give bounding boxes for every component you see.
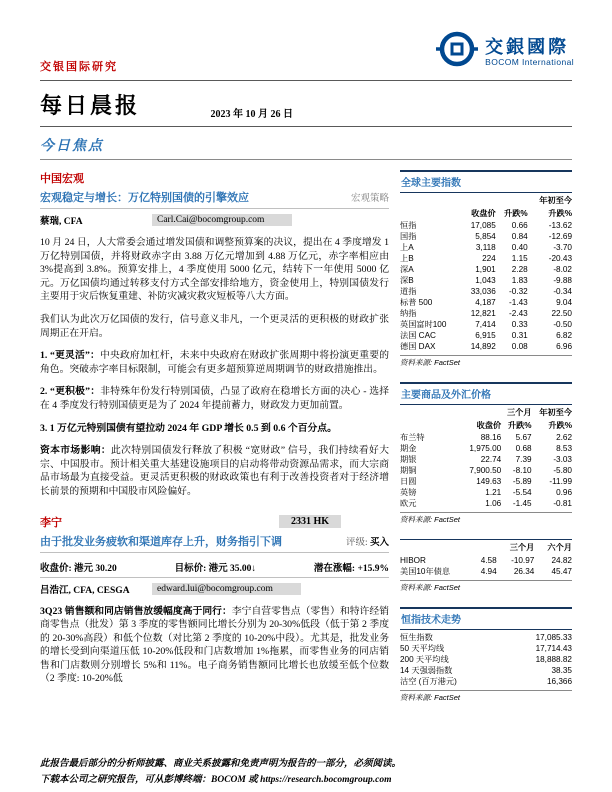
commodity-ytd: -11.99: [549, 477, 572, 486]
source-note: 资料来源: FactSet: [400, 580, 572, 593]
column-header: [462, 195, 496, 208]
body-paragraph: [40, 313, 389, 340]
rates-section: [400, 539, 572, 577]
index-row: [400, 220, 572, 231]
todays-focus-heading: 今日焦点: [40, 139, 104, 154]
technical-value: 38.35: [551, 665, 572, 675]
technical-row: [400, 643, 572, 654]
commodity-name: 期铜: [400, 466, 417, 475]
index-change: 0.08: [511, 342, 528, 351]
index-change: 0.40: [511, 243, 528, 252]
index-row: [400, 231, 572, 242]
rating-label: 评级:: [345, 537, 370, 548]
commodity-row: [400, 443, 572, 454]
commodity-name: 期银: [400, 455, 417, 464]
macro-article-body: [40, 236, 389, 499]
commodity-close: 1.06: [485, 499, 502, 508]
close-price-value: 港元 30.20: [74, 563, 117, 574]
source-note: 资料来源: FactSet: [400, 355, 572, 368]
report-title: 每日晨报: [40, 93, 141, 118]
rating-value: 买入: [369, 537, 389, 548]
index-change: 1.83: [511, 276, 528, 285]
index-ytd: -9.88: [553, 276, 572, 285]
paragraph-lead: 资本市场影响：: [40, 445, 111, 457]
upside-label: 潜在涨幅:: [313, 563, 358, 574]
bocom-logo: [436, 28, 574, 75]
index-ytd: -8.02: [553, 265, 572, 274]
index-ytd: -0.50: [553, 320, 572, 329]
macro-analyst-row: [40, 213, 389, 227]
index-close: 224: [482, 254, 496, 263]
commodity-name: 布兰特: [400, 433, 425, 442]
table-header-row: [400, 542, 572, 555]
paragraph-text: 李宁自营零售点（零售）和特许经销商零售点（批发）第 3 季度的零售额同比增长分别为 20-30%低段（低于第 2 季度的 20-30%高段）和低个位数（对比第 2 季度的 10-20%中段）。尤其是，批发业务的增长受到向渠道压低 10-20%低段和门店数增加 1%拖累，而零售业务的同店销售和门店数则分别增长 5%和 11%。电子商务销售额同比增长也放缓至低个位数（2 季度: 10-20%低: [40, 605, 390, 685]
index-name: 道指: [400, 287, 417, 296]
column-header: [400, 195, 462, 208]
index-row: [400, 330, 572, 341]
technical-row: [400, 654, 572, 665]
index-name: 德国 DAX: [400, 342, 436, 351]
source-note: 资料来源: FactSet: [400, 690, 572, 703]
commodity-3m: -5.54: [512, 488, 532, 497]
index-close: 14,892: [470, 342, 496, 351]
ticker-badge: 2331 HK: [279, 515, 341, 528]
download-line: [40, 772, 572, 788]
paragraph-lead: 3Q23 销售额和同店销售放缓幅度高于同行：: [40, 605, 232, 617]
macro-article-title-link[interactable]: 宏观稳定与增长：万亿特别国债的引擎效应: [40, 192, 249, 204]
commodity-ytd: 2.62: [556, 433, 572, 442]
column-header: [400, 542, 472, 555]
commodity-3m: 5.67: [515, 433, 532, 442]
commodity-close: 22.74: [480, 455, 502, 464]
paragraph-text: 非特殊年份发行特别国债，凸显了政府在稳增长方面的决心 - 选择在 4 季度发行特别国债更是为了 2024 年提前蓄力，财政发力更加前置。: [40, 386, 390, 411]
index-close: 1,901: [475, 265, 496, 274]
macro-title-row: [40, 189, 389, 209]
index-name: 上B: [400, 254, 414, 263]
close-price: [40, 560, 117, 574]
index-name: 纳指: [400, 309, 417, 318]
commodity-row: [400, 432, 572, 443]
technical-value: 17,085.33: [535, 632, 572, 642]
column-header: 收盘价: [476, 420, 502, 430]
rate-3m: 26.34: [513, 566, 535, 576]
commodity-name: 欧元: [400, 499, 417, 508]
index-close: 1,043: [475, 276, 496, 285]
index-name: 深B: [400, 276, 414, 285]
commodity-3m: 7.39: [515, 455, 532, 464]
commodity-ytd: -0.81: [553, 499, 572, 508]
stock-analyst-row: [40, 582, 389, 596]
market-data-sidebar: [400, 170, 572, 717]
technical-row: [400, 665, 572, 676]
index-change: 0.33: [511, 320, 528, 329]
index-close: 12,821: [470, 309, 496, 318]
index-name: 深A: [400, 265, 414, 274]
column-header: 六个月: [547, 543, 572, 552]
analyst-email[interactable]: edward.lui@bocomgroup.com: [152, 583, 301, 595]
paragraph-text: 此次特别国债发行释放了积极 “宽财政” 信号，我们持续看好大宗、中国股市。预计相关重大基建设施项目的启动将带动资源品需求，而大宗商品市场最为直接受益。更灵活更积极的财政政策也有利于改善投资者对于经济增长前景的预期和中国股市风险偏好。: [40, 445, 389, 497]
stock-header-row: [40, 514, 389, 530]
index-row: [400, 319, 572, 330]
body-paragraph: [40, 349, 389, 376]
paragraph-text: 10 月 24 日，人大常委会通过增发国债和调整预算案的决议，提出在 4 季度增发 1 万亿特别国债，并将财政赤字由 3.88 万亿元增加到 4.88 万亿元，赤字率相应由 3%提高到 3.8%。预算安排上，4 季度使用 5000 亿元，结转下一年使用 5000 亿元。万亿国债均通过转移支付方式全部安排给地方，资金使用上，特别国债发行主要用于灾后恢复重建、补防灾减灾救灾短板等八大方面。: [40, 237, 389, 303]
index-name: 标普 500: [400, 298, 433, 307]
body-paragraph: [40, 444, 389, 498]
commodity-ytd: -5.80: [553, 466, 572, 475]
index-close: 7,414: [475, 320, 496, 329]
hsi-technical-table: [400, 632, 572, 687]
table-header-row: [400, 195, 572, 208]
company-name: 李宁: [40, 516, 62, 529]
rate-3m: -10.97: [511, 555, 535, 565]
column-header: 升跌%: [548, 208, 572, 218]
commodity-3m: -1.45: [512, 499, 532, 508]
technical-value: 16,366: [546, 676, 572, 686]
paragraph-lead: 3. 1 万亿元特别国债有望拉动 2024 年 GDP 增长 0.5 到 0.6 个百分点。: [40, 422, 337, 434]
column-header: [462, 407, 501, 420]
research-url-link[interactable]: https://research.bocomgroup.com: [260, 775, 392, 785]
commodity-name: 英镑: [400, 488, 417, 497]
rate-current: 4.58: [480, 555, 497, 565]
upside: [314, 560, 389, 574]
index-row: [400, 275, 572, 286]
table-header-row: [400, 420, 572, 433]
stock-article-title-link[interactable]: 由于批发业务疲软和渠道库存上升，财务指引下调: [40, 535, 282, 548]
commodity-close: 149.63: [476, 477, 502, 486]
commodity-name: 期金: [400, 444, 417, 453]
index-ytd: -3.70: [553, 243, 572, 252]
close-price-label: 收盘价:: [40, 563, 75, 574]
stock-title-row: [40, 533, 389, 553]
index-ytd: -12.69: [548, 232, 572, 241]
index-name: 恒指: [400, 221, 417, 230]
rate-name: 美国10年债息: [400, 566, 451, 576]
technical-value: 17,714.43: [535, 643, 572, 653]
column-header: [400, 420, 462, 433]
index-change: 0.84: [511, 232, 528, 241]
commodity-close: 1.21: [485, 488, 502, 497]
index-close: 33,036: [470, 287, 496, 296]
commodity-name: 日圆: [400, 477, 417, 486]
source-note: 资料来源: FactSet: [400, 512, 572, 525]
rate-name: HIBOR: [400, 555, 426, 565]
article-category-label: 宏观策略: [350, 194, 389, 204]
index-change: 2.28: [511, 265, 528, 274]
rate-row: [400, 555, 572, 566]
index-change: -1.43: [509, 298, 528, 307]
commodity-row: [400, 476, 572, 487]
brand-research-label: 交银国际研究: [40, 61, 118, 73]
column-header: [472, 542, 496, 555]
index-row: [400, 242, 572, 253]
commodity-row: [400, 498, 572, 509]
paragraph-text: 中央政府加杠杆，未来中央政府在财政扩张周期中将扮演更重要的角色。突破赤字率目标限制，可能会有更多超预算逆周期调节的财政措施推出。: [40, 350, 390, 375]
target-price-label: 目标价:: [174, 563, 209, 574]
commodities-fx-table: [400, 407, 572, 509]
index-ytd: 6.96: [556, 342, 572, 351]
commodity-row: [400, 454, 572, 465]
rates-table: [400, 542, 572, 577]
column-header: 三个月: [506, 408, 532, 417]
disclosure-footer: [40, 756, 572, 788]
technical-value: 18,888.82: [535, 654, 572, 664]
analyst-name: 蔡瑞, CFA: [40, 217, 83, 227]
global-indices-heading: 全球主要指数: [400, 170, 572, 193]
index-close: 6,915: [475, 331, 496, 340]
target-price: [175, 560, 257, 574]
index-ytd: -13.62: [548, 221, 572, 230]
rate-6m: 45.47: [551, 566, 572, 576]
report-date: 2023 年 10 月 26 日: [210, 109, 293, 120]
paragraph-lead: 2. “更积极”：: [40, 386, 101, 398]
index-row: [400, 308, 572, 319]
commodity-row: [400, 465, 572, 476]
hsi-technical-heading: 恒指技术走势: [400, 607, 572, 630]
technical-label: 200 天平均线: [400, 654, 449, 664]
index-close: 17,085: [470, 221, 496, 230]
commodity-ytd: 0.96: [556, 488, 572, 497]
index-close: 5,854: [475, 232, 496, 241]
column-header: [400, 208, 462, 221]
rate-current: 4.94: [480, 566, 497, 576]
column-header: 升跌%: [504, 208, 528, 218]
commodity-3m: -5.89: [512, 477, 532, 486]
column-header: 年初至今: [539, 408, 572, 417]
index-change: 0.31: [511, 331, 528, 340]
index-change: 0.66: [511, 221, 528, 230]
index-change: -2.43: [509, 309, 528, 318]
paragraph-lead: 1. “更灵活”：: [40, 350, 101, 362]
paragraph-text: 我们认为此次万亿国债的发行，信号意义非凡，一个更灵活的更积极的财政扩张周期正在开启。: [40, 313, 389, 339]
upside-value: +15.9%: [357, 563, 389, 574]
rate-6m: 24.82: [551, 555, 572, 565]
index-change: 1.15: [511, 254, 528, 263]
column-header: [400, 407, 462, 420]
column-header: 三个月: [509, 543, 535, 552]
stock-article-body: [40, 605, 389, 687]
download-text: 下载本公司之研究报告，可从彭博终端：BOCOM 或: [40, 775, 258, 785]
index-row: [400, 253, 572, 264]
disclosure-line: 此报告最后部分的分析师披露、商业关系披露和免责声明为报告的一部分，必须阅读。: [40, 759, 402, 769]
focus-divider: [40, 159, 572, 160]
index-close: 4,187: [475, 298, 496, 307]
commodity-row: [400, 487, 572, 498]
bocom-emblem-icon: [436, 28, 478, 75]
rate-row: [400, 566, 572, 577]
technical-label: 恒生指数: [400, 632, 433, 642]
technical-label: 50 天平均线: [400, 643, 445, 653]
technical-row: [400, 676, 572, 687]
commodity-3m: -8.10: [512, 466, 532, 475]
technical-row: [400, 632, 572, 643]
column-header: 升跌%: [507, 420, 532, 430]
main-column: [40, 170, 389, 686]
technical-label: 沽空 (百万港元): [400, 676, 457, 686]
index-name: 上A: [400, 243, 414, 252]
index-row: [400, 341, 572, 352]
body-paragraph: [40, 605, 389, 687]
index-name: 国指: [400, 232, 417, 241]
index-ytd: 9.04: [556, 298, 572, 307]
index-ytd: 6.82: [556, 331, 572, 340]
commodities-fx-heading: 主要商品及外汇价格: [400, 382, 572, 405]
body-paragraph: [40, 236, 389, 304]
analyst-name: 吕浩江, CFA, CESGA: [40, 585, 130, 596]
body-paragraph: [40, 385, 389, 412]
bocom-logo-text: [485, 37, 574, 67]
index-ytd: 22.50: [551, 309, 572, 318]
table-header-row: [400, 208, 572, 221]
header-divider: [40, 80, 572, 81]
index-name: 法国 CAC: [400, 331, 436, 340]
title-divider: [40, 126, 572, 127]
technical-label: 14 天强弱指数: [400, 665, 453, 675]
column-header: 收盘价: [471, 208, 496, 218]
index-change: -0.32: [509, 287, 528, 296]
index-row: [400, 264, 572, 275]
commodity-close: 88.16: [480, 433, 502, 442]
index-close: 3,118: [475, 243, 496, 252]
rating: [346, 533, 389, 548]
index-row: [400, 297, 572, 308]
target-price-value: 港元 35.00↓: [208, 563, 257, 574]
index-ytd: -0.34: [553, 287, 572, 296]
commodity-close: 1,975.00: [469, 444, 502, 453]
table-header-row: [400, 407, 572, 420]
macro-article: [40, 170, 389, 499]
index-ytd: -20.43: [548, 254, 572, 263]
sector-label: 中国宏观: [40, 173, 84, 185]
commodity-ytd: 8.53: [556, 444, 572, 453]
column-header: [496, 195, 528, 208]
price-info-row: [40, 557, 389, 578]
stock-article: [40, 514, 389, 687]
commodity-ytd: -3.03: [553, 455, 572, 464]
column-header: 升跌%: [548, 420, 572, 430]
body-paragraph: [40, 422, 389, 436]
analyst-email[interactable]: Carl.Cai@bocomgroup.com: [152, 214, 292, 226]
logo-en-text: BOCOM International: [485, 56, 574, 67]
index-name: 英国富时100: [400, 320, 447, 329]
index-row: [400, 286, 572, 297]
global-indices-table: [400, 195, 572, 352]
column-header: 年初至今: [539, 196, 572, 205]
commodity-close: 7,900.50: [469, 466, 502, 475]
logo-cn-text: 交銀國際: [485, 36, 570, 57]
commodity-3m: 0.68: [515, 444, 532, 453]
